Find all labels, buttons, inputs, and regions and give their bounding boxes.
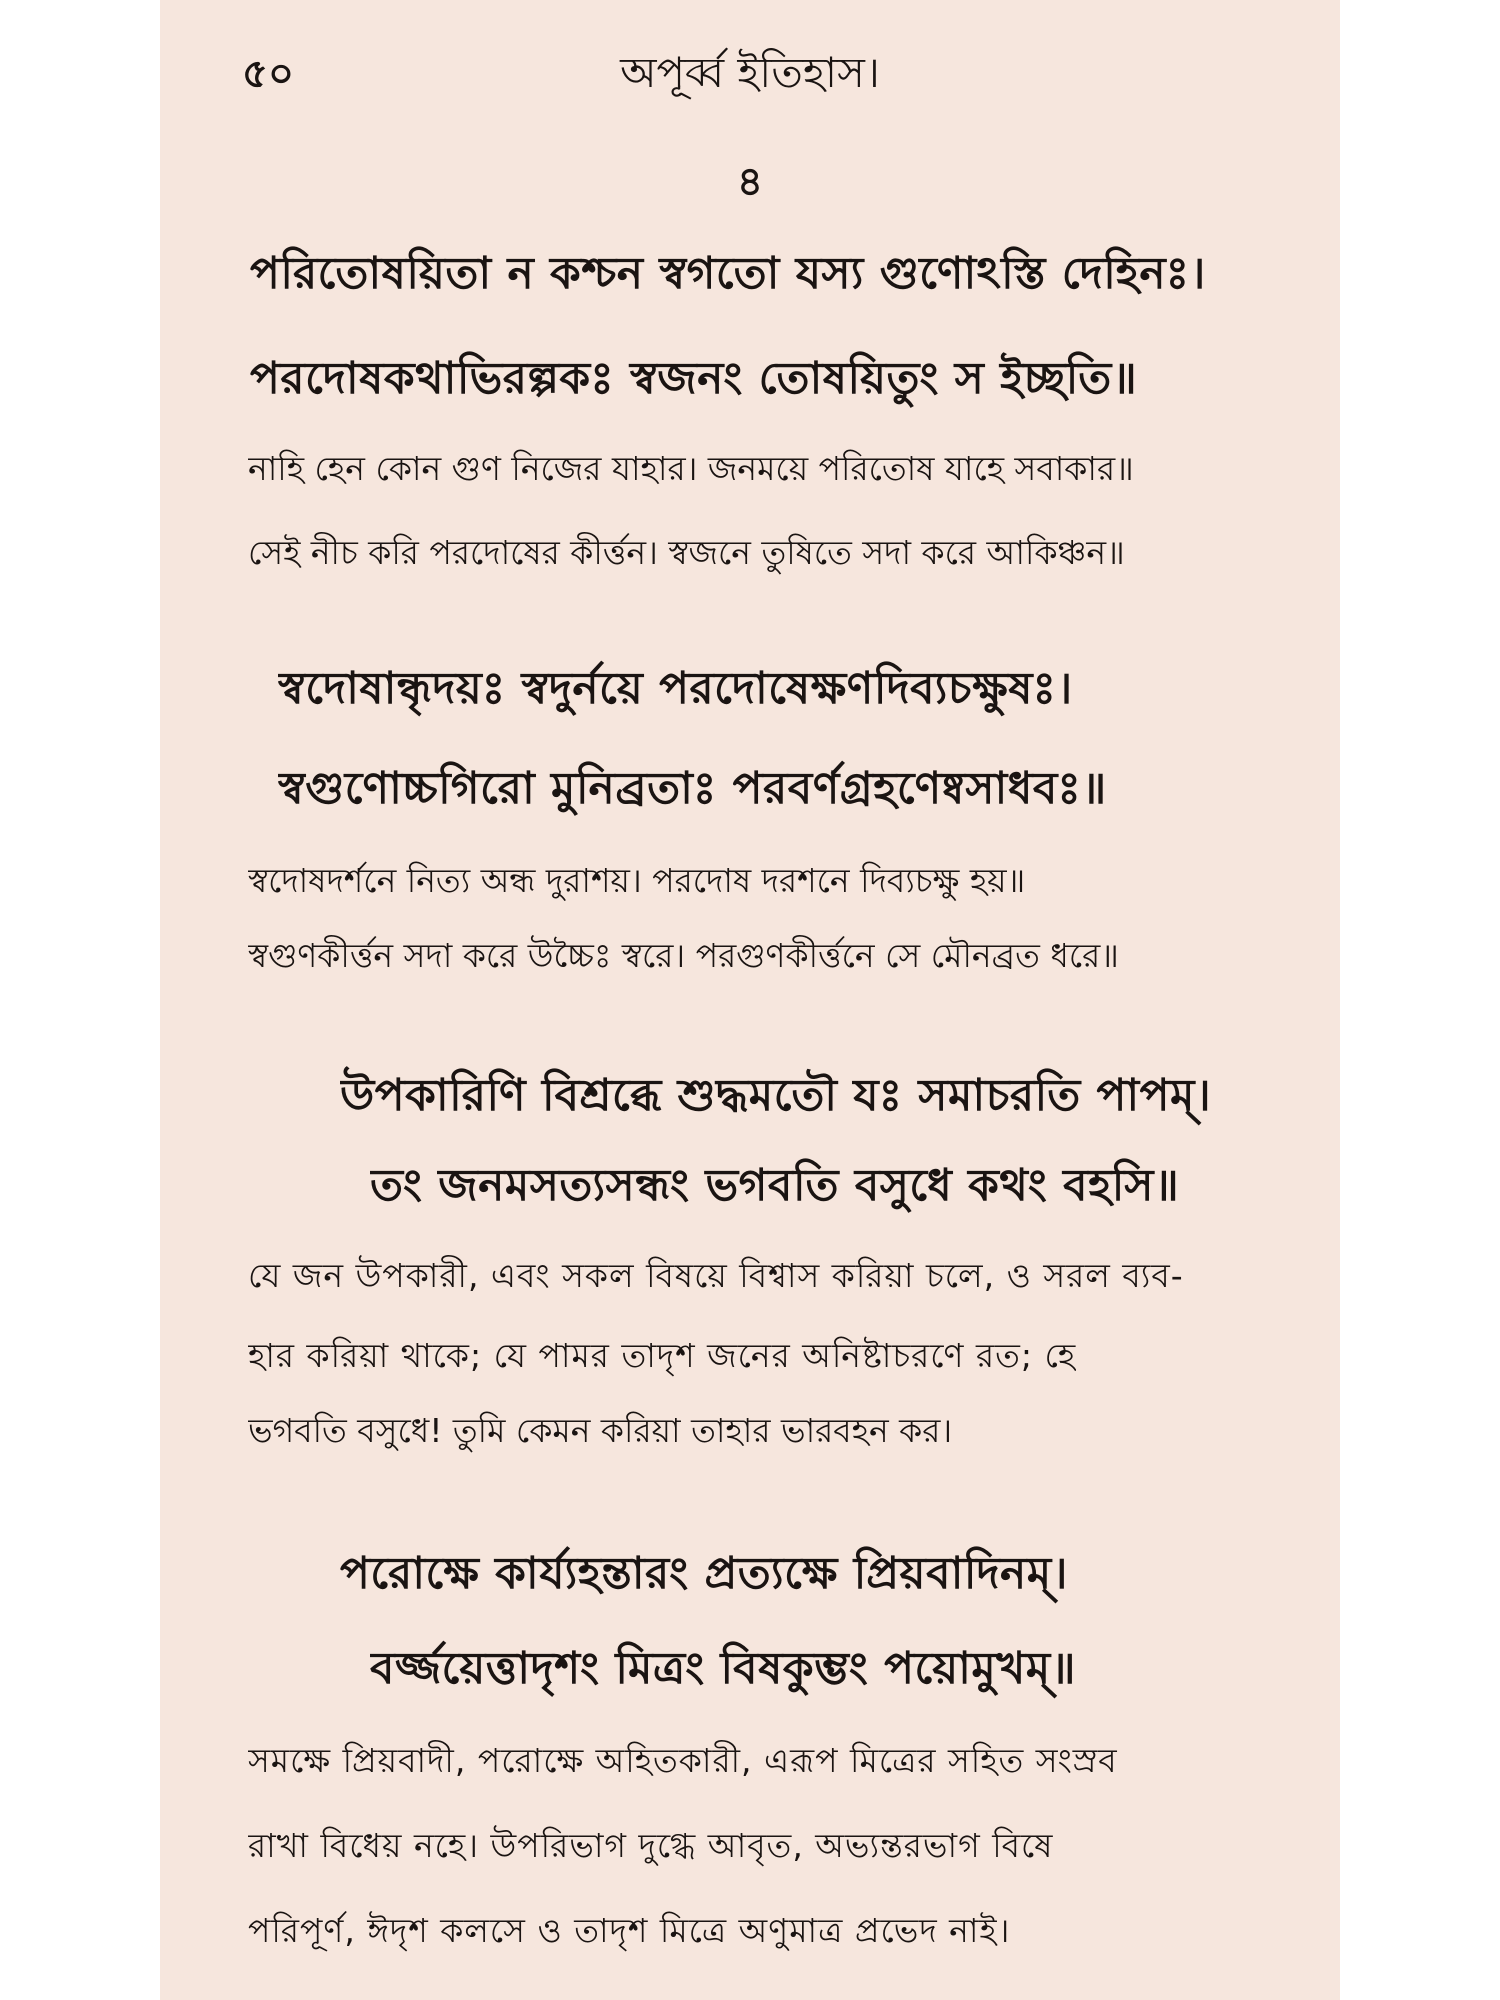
verse-line: বর্জ্জয়েত্তাদৃশং মিত্রং বিষকুম্ভং পয়োমুখম্॥ <box>370 1643 1077 1694</box>
translation-line: নাহি হেন কোন গুণ নিজের যাহার। জনময়ে পরিতোষ যাহে সবাকার॥ <box>248 449 1134 488</box>
verse-line: পরিতোষয়িতা ন কশ্চন স্বগতো যস্য গুণোঽস্তি দেহিনঃ। <box>250 248 1206 299</box>
section-number: ৪ <box>737 159 763 205</box>
translation-line: রাখা বিধেয় নহে। উপরিভাগ দুগ্ধে আবৃত, অভ্যন্তরভাগ বিষে <box>248 1826 1054 1865</box>
translation-line: পরিপূর্ণ, ঈদৃশ কলসে ও তাদৃশ মিত্রে অণুমাত্র প্রভেদ নাই। <box>248 1911 1011 1950</box>
translation-line: সেই নীচ করি পরদোষের কীর্ত্তন। স্বজনে তুষিতে সদা করে আকিঞ্চন॥ <box>248 533 1125 572</box>
page-number: ৫০ <box>242 51 294 97</box>
translation-line: সমক্ষে প্রিয়বাদী, পরোক্ষে অহিতকারী, এরূপ মিত্রের সহিত সংস্রব <box>248 1741 1118 1780</box>
book-page <box>160 0 1340 2000</box>
translation-line: ভগবতি বসুধে! তুমি কেমন করিয়া তাহার ভারবহন কর। <box>248 1411 953 1450</box>
verse-line: স্বদোষান্ধৃদয়ঃ স্বদুর্নয়ে পরদোষেক্ষণদিব্যচক্ষুষঃ। <box>278 663 1073 714</box>
page-header <box>160 36 1340 96</box>
translation-line: হার করিয়া থাকে; যে পামর তাদৃশ জনের অনিষ্টাচরণে রত; হে <box>248 1336 1077 1375</box>
verse-line: পরদোষকথাভিরল্পকঃ স্বজনং তোষয়িতুং স ইচ্ছতি॥ <box>250 353 1138 404</box>
verse-line: পরোক্ষে কার্য্যহন্তারং প্রত্যক্ষে প্রিয়বাদিনম্। <box>340 1548 1068 1599</box>
translation-line: যে জন উপকারী, এবং সকল বিষয়ে বিশ্বাস করিয়া চলে, ও সরল ব্যব- <box>248 1256 1184 1295</box>
translation-line: স্বগুণকীর্ত্তন সদা করে উচ্চৈঃ স্বরে। পরগুণকীর্ত্তনে সে মৌনব্রত ধরে॥ <box>248 936 1119 975</box>
running-title: অপূর্ব্ব ইতিহাস। <box>620 48 880 97</box>
translation-line: স্বদোষদর্শনে নিত্য অন্ধ দুরাশয়। পরদোষ দরশনে দিব্যচক্ষু হয়॥ <box>248 861 1026 900</box>
verse-line: স্বগুণোচ্চগিরো মুনিব্রতাঃ পরবর্ণগ্রহণেষ্বসাধবঃ॥ <box>278 763 1107 814</box>
verse-line: তং জনমসত্যসন্ধং ভগবতি বসুধে কথং বহসি॥ <box>370 1160 1180 1211</box>
verse-line: উপকারিণি বিশ্রব্ধে শুদ্ধমতৌ যঃ সমাচরতি পাপম্। <box>340 1070 1212 1121</box>
